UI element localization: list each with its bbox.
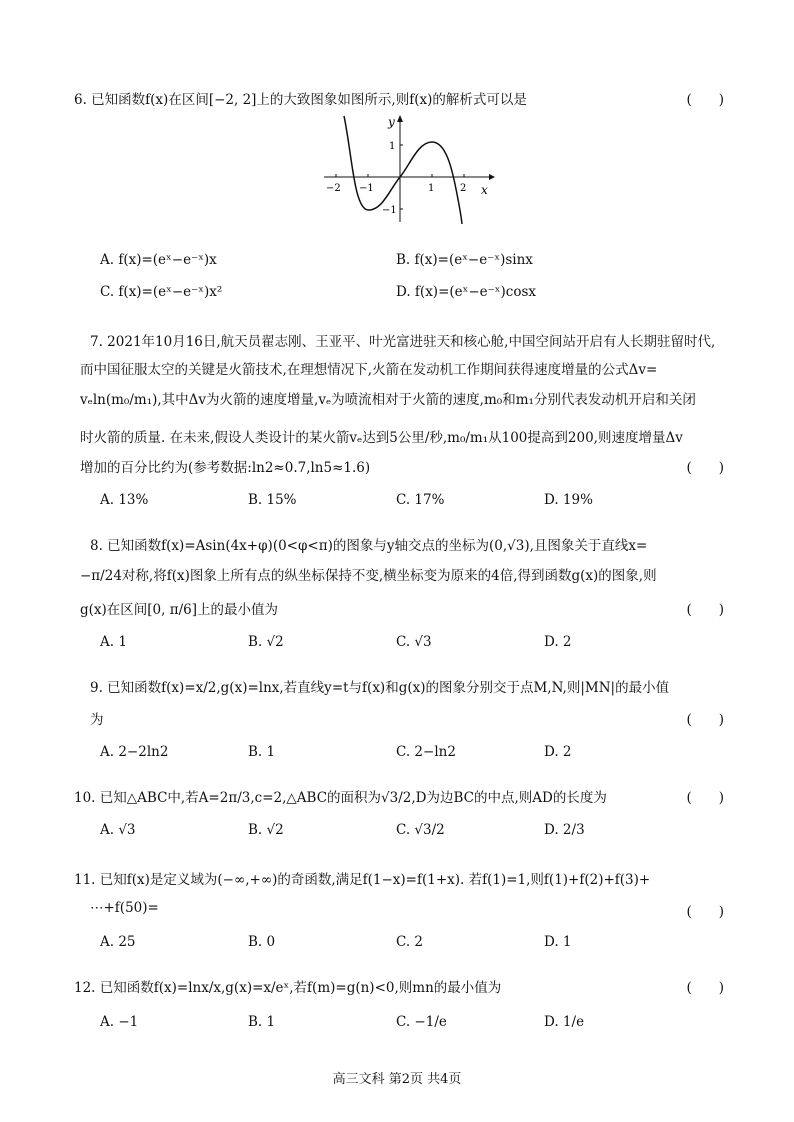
q10-line-1: 10. 已知△ABC中,若A=2π/3,c=2,△ABC的面积为√3/2,D为边BC的中点,则AD的长度为 <box>74 790 607 806</box>
q6-stem: 6. 已知函数f(x)在区间[−2, 2]上的大致图象如图所示,则f(x)的解析式可以是 <box>74 92 527 108</box>
q8-option-d[interactable]: D. 2 <box>544 634 572 650</box>
q6-tick-y-1: 1 <box>389 141 396 152</box>
q6-tick-x-2: 2 <box>460 183 467 194</box>
q6-tick-x-neg2: −2 <box>326 183 341 194</box>
question-10 <box>74 786 724 846</box>
q9-option-c[interactable]: C. 2−ln2 <box>396 744 456 760</box>
q11-option-a[interactable]: A. 25 <box>100 934 136 950</box>
q7-option-d[interactable]: D. 19% <box>544 492 593 508</box>
q6-tick-x-1: 1 <box>428 183 435 194</box>
q12-answer-paren: ( ) <box>686 980 724 996</box>
q11-line-1: 11. 已知f(x)是定义域为(−∞,+∞)的奇函数,满足f(1−x)=f(1+x). 若f(1)=1,则f(1)+f(2)+f(3)+ <box>74 872 651 888</box>
q6-function-graph <box>324 114 504 224</box>
q9-option-b[interactable]: B. 1 <box>248 744 276 760</box>
q7-line-3: vₑln(m₀/m₁),其中Δv为火箭的速度增量,vₑ为喷流相对于火箭的速度,m₀和m₁分别代表发动机开启和关闭 <box>80 392 696 408</box>
q8-answer-paren: ( ) <box>686 602 724 618</box>
q10-option-b[interactable]: B. √2 <box>248 822 284 838</box>
question-7 <box>74 330 724 510</box>
page-footer: 高三文科 第2页 共4页 <box>332 1072 462 1087</box>
q6-tick-x-neg1: −1 <box>359 183 374 194</box>
q11-line-2: ⋯+f(50)= <box>90 900 159 916</box>
q9-answer-paren: ( ) <box>686 712 724 728</box>
q11-option-c[interactable]: C. 2 <box>396 934 424 950</box>
q10-answer-paren: ( ) <box>686 790 724 806</box>
q7-line-1: 7. 2021年10月16日,航天员翟志刚、王亚平、叶光富进驻天和核心舱,中国空间站开启有人长期驻留时代, <box>90 334 716 350</box>
q7-option-b[interactable]: B. 15% <box>248 492 297 508</box>
q9-option-a[interactable]: A. 2−2ln2 <box>100 744 169 760</box>
q10-option-d[interactable]: D. 2/3 <box>544 822 585 838</box>
q8-option-b[interactable]: B. √2 <box>248 634 284 650</box>
q6-y-label: y <box>388 115 395 129</box>
q6-option-b[interactable]: B. f(x)=(eˣ−e⁻ˣ)sinx <box>396 252 533 268</box>
q7-line-4: 时火箭的质量. 在未来,假设人类设计的某火箭vₑ达到5公里/秒,m₀/m₁从100提高到200,则速度增量Δv <box>80 430 683 446</box>
q8-line-2: −π/24对称,将f(x)图象上所有点的纵坐标保持不变,横坐标变为原来的4倍,得到函数g(x)的图象,则 <box>80 568 657 584</box>
q6-curve <box>344 116 462 224</box>
q7-option-c[interactable]: C. 17% <box>396 492 445 508</box>
q8-line-1: 8. 已知函数f(x)=Asin(4x+φ)(0<φ<π)的图象与y轴交点的坐标为(0,√3),且图象关于直线x= <box>90 538 648 554</box>
q7-line-5: 增加的百分比约为(参考数据:ln2≈0.7,ln5≈1.6) <box>80 460 371 476</box>
q11-option-b[interactable]: B. 0 <box>248 934 276 950</box>
q11-answer-paren: ( ) <box>686 904 724 920</box>
q10-option-a[interactable]: A. √3 <box>100 822 136 838</box>
question-8 <box>74 534 724 654</box>
q9-line-2: 为 <box>90 712 104 728</box>
q7-line-2: 而中国征服太空的关键是火箭技术,在理想情况下,火箭在发动机工作期间获得速度增量的公式Δv= <box>80 362 658 378</box>
q7-option-a[interactable]: A. 13% <box>100 492 149 508</box>
q12-option-a[interactable]: A. −1 <box>100 1014 139 1030</box>
question-9 <box>74 676 724 766</box>
q6-option-a[interactable]: A. f(x)=(eˣ−e⁻ˣ)x <box>100 252 217 268</box>
q12-option-b[interactable]: B. 1 <box>248 1014 276 1030</box>
q6-option-c[interactable]: C. f(x)=(eˣ−e⁻ˣ)x² <box>100 284 223 300</box>
q9-option-d[interactable]: D. 2 <box>544 744 572 760</box>
q10-option-c[interactable]: C. √3/2 <box>396 822 445 838</box>
q8-option-a[interactable]: A. 1 <box>100 634 127 650</box>
q9-line-1: 9. 已知函数f(x)=x/2,g(x)=lnx,若直线y=t与f(x)和g(x)的图象分别交于点M,N,则|MN|的最小值 <box>90 680 670 696</box>
q8-option-c[interactable]: C. √3 <box>396 634 432 650</box>
q8-line-3: g(x)在区间[0, π/6]上的最小值为 <box>80 602 279 618</box>
q6-x-label: x <box>481 183 488 197</box>
question-11 <box>74 868 724 958</box>
q6-option-d[interactable]: D. f(x)=(eˣ−e⁻ˣ)cosx <box>396 284 537 300</box>
question-6 <box>74 88 724 308</box>
q6-tick-y-neg1: −1 <box>382 205 397 216</box>
q11-option-d[interactable]: D. 1 <box>544 934 572 950</box>
question-12 <box>74 976 724 1036</box>
q7-answer-paren: ( ) <box>686 460 724 476</box>
q12-option-c[interactable]: C. −1/e <box>396 1014 447 1030</box>
q12-option-d[interactable]: D. 1/e <box>544 1014 585 1030</box>
q6-answer-paren: ( ) <box>686 92 724 108</box>
q12-line-1: 12. 已知函数f(x)=lnx/x,g(x)=x/eˣ,若f(m)=g(n)<0,则mn的最小值为 <box>74 980 502 996</box>
